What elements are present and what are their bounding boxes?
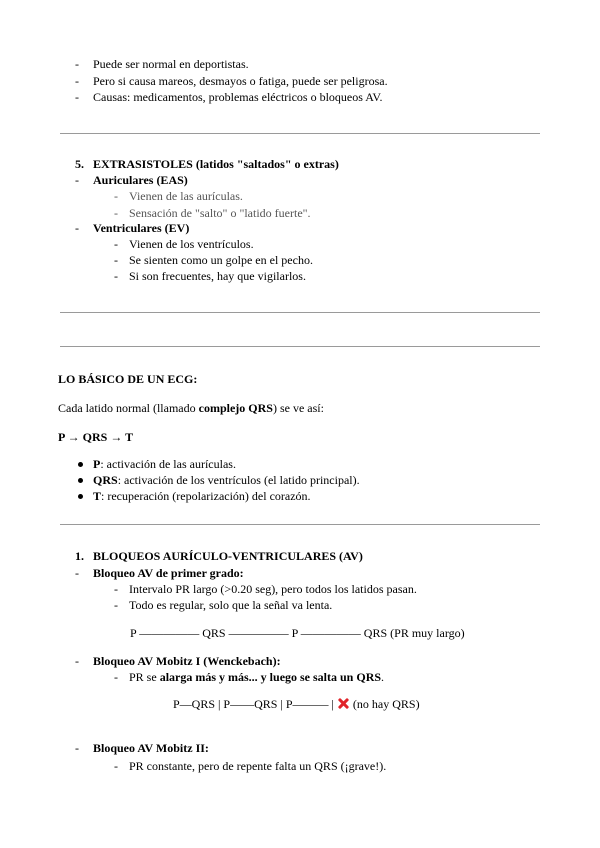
- list-item: Si son frecuentes, hay que vigilarlos.: [129, 269, 306, 283]
- divider: [60, 524, 540, 525]
- list-item: PR se alarga más y más... y luego se salta un QRS.: [129, 670, 385, 684]
- bullet-icon: [78, 462, 83, 467]
- list-item: Causas: medicamentos, problemas eléctricos o bloqueos AV.: [93, 90, 383, 104]
- list-item: Se sienten como un golpe en el pecho.: [129, 253, 313, 267]
- dash-marker: -: [75, 741, 79, 755]
- group-title: Bloqueo AV Mobitz I (Wenckebach):: [93, 654, 281, 668]
- dash-marker: -: [114, 582, 118, 596]
- divider: [60, 312, 540, 313]
- list-item: Pero si causa mareos, desmayos o fatiga, puede ser peligrosa.: [93, 74, 388, 88]
- list-item: QRS: activación de los ventrículos (el latido principal).: [93, 473, 360, 487]
- divider: [60, 133, 540, 134]
- list-item: Vienen de los ventrículos.: [129, 237, 254, 251]
- section-heading: EXTRASISTOLES (latidos "saltados" o extras): [93, 157, 339, 171]
- dash-marker: -: [114, 253, 118, 267]
- section-number: 1.: [75, 549, 84, 563]
- group-title: Bloqueo AV de primer grado:: [93, 566, 244, 580]
- group-title: Bloqueo AV Mobitz II:: [93, 741, 209, 755]
- bullet-icon: [78, 494, 83, 499]
- list-item: Puede ser normal en deportistas.: [93, 57, 249, 71]
- ecg-diagram: P—QRS | P——QRS | P——— | (no hay QRS): [173, 697, 420, 711]
- bullet-icon: [78, 478, 83, 483]
- dash-marker: -: [75, 221, 79, 235]
- dash-marker: -: [75, 57, 79, 71]
- divider: [60, 346, 540, 347]
- dash-marker: -: [114, 206, 118, 220]
- section-heading: BLOQUEOS AURÍCULO-VENTRICULARES (AV): [93, 549, 363, 563]
- group-title: Ventriculares (EV): [93, 221, 190, 235]
- dash-marker: -: [114, 759, 118, 773]
- ecg-sequence: P → QRS → T: [58, 430, 134, 444]
- list-item: Todo es regular, solo que la señal va lenta.: [129, 598, 333, 612]
- dash-marker: -: [114, 237, 118, 251]
- dash-marker: -: [75, 74, 79, 88]
- list-item: P: activación de las aurículas.: [93, 457, 236, 471]
- section-number: 5.: [75, 157, 84, 171]
- intro-paragraph: Cada latido normal (llamado complejo QRS) se ve así:: [58, 401, 324, 415]
- dash-marker: -: [114, 670, 118, 684]
- dash-marker: -: [75, 173, 79, 187]
- dash-marker: -: [114, 598, 118, 612]
- dash-marker: -: [114, 189, 118, 203]
- dash-marker: -: [75, 654, 79, 668]
- dash-marker: -: [114, 269, 118, 283]
- list-item: Vienen de las aurículas.: [129, 189, 243, 203]
- dash-marker: -: [75, 90, 79, 104]
- cross-mark-icon: [338, 698, 349, 709]
- ecg-diagram: P ————— QRS ————— P ————— QRS (PR muy largo): [130, 626, 465, 640]
- list-item: Sensación de "salto" o "latido fuerte".: [129, 206, 311, 220]
- dash-marker: -: [75, 566, 79, 580]
- section-heading: LO BÁSICO DE UN ECG:: [58, 372, 198, 386]
- list-item: Intervalo PR largo (>0.20 seg), pero todos los latidos pasan.: [129, 582, 417, 596]
- group-title: Auriculares (EAS): [93, 173, 188, 187]
- list-item: T: recuperación (repolarización) del corazón.: [93, 489, 311, 503]
- list-item: PR constante, pero de repente falta un QRS (¡grave!).: [129, 759, 387, 773]
